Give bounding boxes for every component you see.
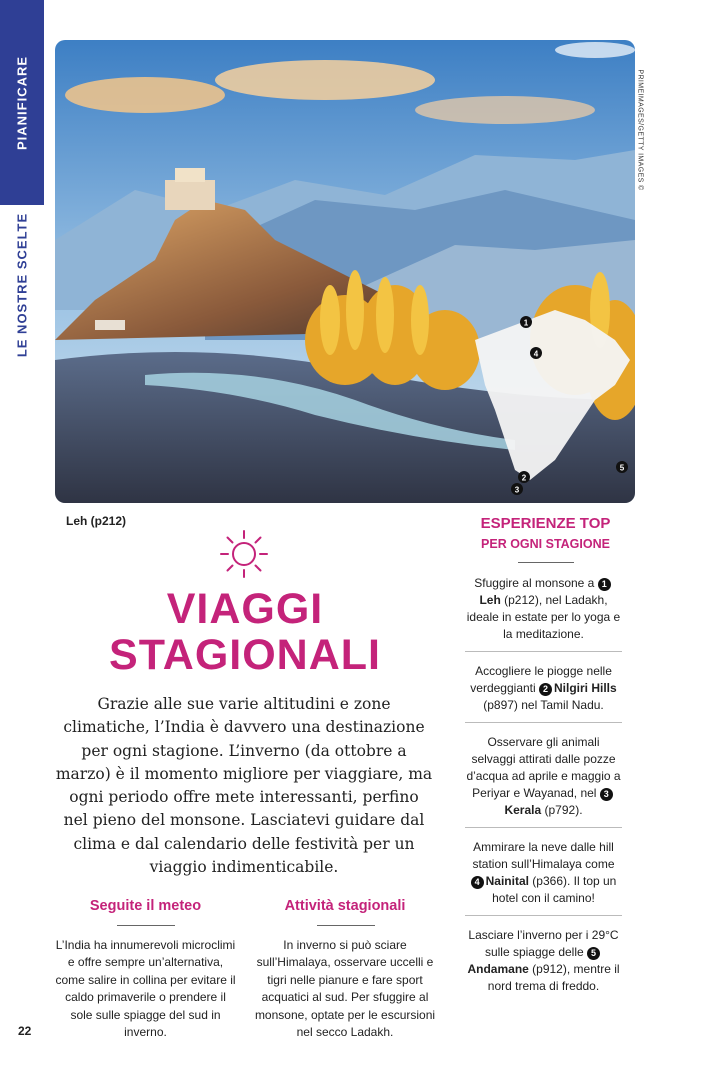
experience-place: Andamane [467,962,529,976]
weather-divider [117,925,175,926]
experience-place: Leh [479,593,501,607]
experience-text: Ammirare la neve dalle hill station sull’Himalaya come [472,840,615,871]
experience-place: Nilgiri Hills [554,681,617,695]
photo-credit-text: PRIMEIMAGES/GETTY IMAGES © [636,69,644,191]
number-badge: 5 [587,947,600,960]
experience-text: (p897) nel Tamil Nadu. [483,698,604,712]
top-experiences-heading: ESPERIENZE TOP [480,515,611,532]
map-marker-1: 1 [523,318,529,328]
subsection-label: LE NOSTRE SCELTE [14,212,30,358]
map-marker-5: 5 [619,463,625,473]
experience-item-3 [465,731,622,828]
experience-text: Osservare gli animali selvaggi attirati dalle pozze d’acqua ad aprile e maggio a Periyar e Wayanad, nel [466,735,621,800]
page-number: 22 [18,1024,32,1038]
experience-text: (p212), nel Ladakh, ideale in estate per lo yoga e la meditazione. [466,593,621,641]
top-experiences-subheading: PER OGNI STAGIONE [481,537,610,551]
map-marker-2: 2 [521,473,527,483]
experience-place: Nainital [485,874,529,888]
map-marker-4: 4 [533,349,539,359]
page-title [60,586,430,678]
page-title-line1: VIAGGI [166,585,324,633]
activities-divider [317,925,375,926]
experience-item-4 [465,836,622,916]
experience-text: (p792). [541,803,583,817]
experience-item-1 [465,572,622,652]
map-marker-3: 3 [514,485,520,495]
experience-text: Lasciare l’inverno per i 29°C sulle spiagge delle [468,928,619,959]
experience-text: (p912), mentre il nord trema di freddo. [487,962,620,993]
page-title-line2: STAGIONALI [109,631,381,679]
experience-item-2 [465,660,622,723]
weather-heading: Seguite il meteo [89,898,202,914]
top-experiences-list [465,572,622,1011]
intro-paragraph: Grazie alle sue varie altitudini e zone climatiche, l’India è davvero una destinazione per ogni stagione. L’inverno (da ottobre a marzo) è il momento migliore per viaggiare, ma ogni periodo offre mete interessanti, perfino nel pieno del monsone. Lasciatevi guidare dal clima e dal calendario delle festività per un viaggio indimenticabile. [55,695,433,877]
experience-item-5 [465,924,622,1003]
activities-heading: Attività stagionali [284,898,406,914]
number-badge: 1 [598,578,611,591]
photo-caption: Leh (p212) [66,514,127,528]
sun-icon [218,528,270,580]
experience-text: Accogliere le piogge nelle verdeggianti [470,664,612,695]
leh-landscape-image [55,40,635,503]
section-label: PIANIFICARE [14,55,30,150]
hero-photo [55,40,635,503]
experience-place: Kerala [504,803,542,817]
activities-body: In inverno si può sciare sull’Himalaya, osservare uccelli e tigri nelle pianure e fare sport acquatici al sud. Per sfuggire al monsone, optate per le escursioni nel secco Ladakh. [254,938,436,1040]
number-badge: 2 [539,683,552,696]
subsection-tab [0,205,44,365]
number-badge: 4 [471,876,484,889]
number-badge: 3 [600,788,613,801]
experience-text: (p366). Il top un hotel con il camino! [492,874,617,905]
experience-text: Sfuggire al monsone a [474,576,595,590]
section-tab [0,0,44,205]
top-experiences-divider [518,562,574,563]
weather-body: L’India ha innumerevoli microclimi e offre sempre un’alternativa, come salire in collina per evitare il caldo primaverile o prendere il sole sulle spiagge del sud in inverno. [55,938,236,1040]
